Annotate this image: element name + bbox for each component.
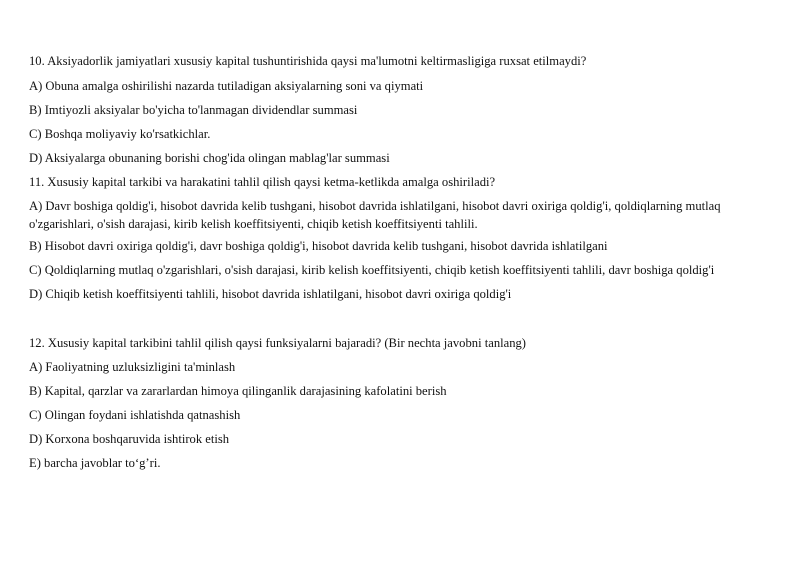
- q11-option-b: B) Hisobot davri oxiriga qoldig'i, davr boshiga qoldig'i, hisobot davrida kelib tushgani, hisobot davrida ishlatilgani: [29, 239, 608, 253]
- question-11: 11. Xususiy kapital tarkibi va harakatini tahlil qilish qaysi ketma-ketlikda amalga oshiriladi?: [29, 175, 496, 189]
- q12-option-a: A) Faoliyatning uzluksizligini ta'minlash: [29, 360, 236, 374]
- q12-option-b: B) Kapital, qarzlar va zararlardan himoya qilinganlik darajasining kafolatini berish: [29, 384, 447, 398]
- q10-option-b: B) Imtiyozli aksiyalar bo'yicha to'lanmagan dividendlar summasi: [29, 103, 358, 117]
- q10-option-d: D) Aksiyalarga obunaning borishi chog'ida olingan mablag'lar summasi: [29, 151, 390, 165]
- question-12: 12. Xususiy kapital tarkibini tahlil qilish qaysi funksiyalarni bajaradi? (Bir nechta javobni tanlang): [29, 336, 526, 350]
- q11-option-c: C) Qoldiqlarning mutlaq o'zgarishlari, o'sish darajasi, kirib kelish koeffitsiyenti, chiqib ketish koeffitsiyenti tahlili, davr boshiga qoldig'i: [29, 263, 715, 277]
- q12-option-c: C) Olingan foydani ishlatishda qatnashish: [29, 408, 241, 422]
- q12-option-e: E) barcha javoblar to‘g’ri.: [29, 456, 161, 470]
- q10-option-a: A) Obuna amalga oshirilishi nazarda tutiladigan aksiyalarning soni va qiymati: [29, 79, 424, 93]
- q11-option-a: A) Davr boshiga qoldig'i, hisobot davrida kelib tushgani, hisobot davrida ishlatilgani, hisobot davri oxiriga qoldig'i, qoldiqlarning mutlaq o'zgarishlari, o'sish darajasi, kirib kelish koeffitsiyenti, chiqib ketish koeffitsiyenti tahlili.: [29, 199, 721, 231]
- question-10: 10. Aksiyadorlik jamiyatlari xususiy kapital tushuntirishida qaysi ma'lumotni keltirmasligiga ruxsat etilmaydi?: [29, 54, 587, 68]
- q12-option-d: D) Korxona boshqaruvida ishtirok etish: [29, 432, 230, 446]
- q11-option-d: D) Chiqib ketish koeffitsiyenti tahlili, hisobot davrida ishlatilgani, hisobot davri oxiriga qoldig'i: [29, 287, 512, 301]
- q10-option-c: C) Boshqa moliyaviy ko'rsatkichlar.: [29, 127, 211, 141]
